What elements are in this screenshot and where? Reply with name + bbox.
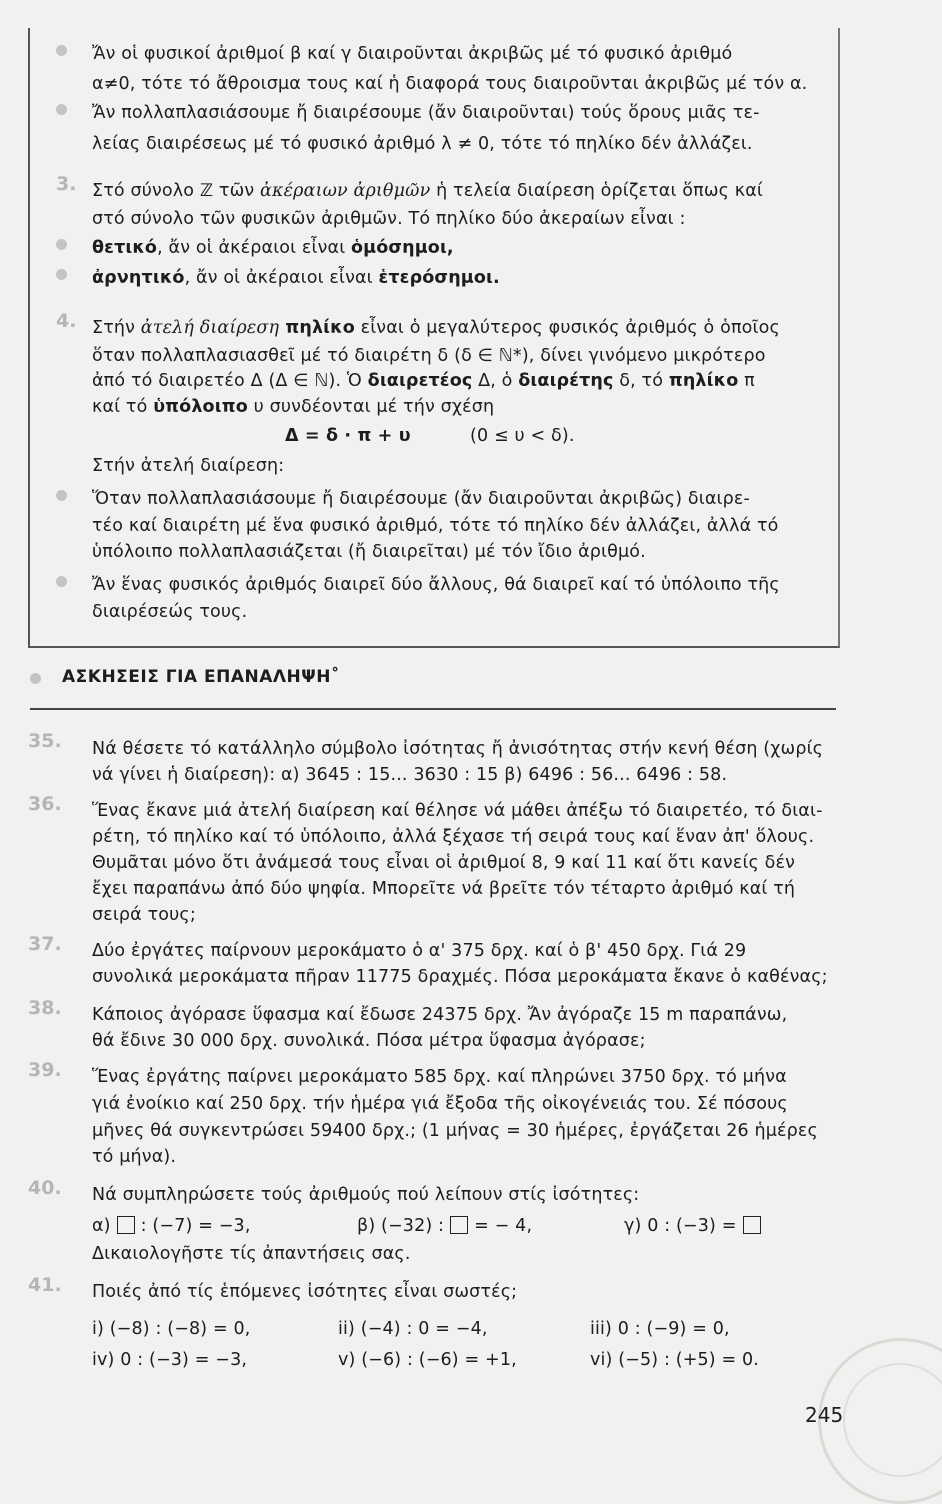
exercise-text-line: γιά ἐνοίκιο καί 250 δρχ. τήν ἡμέρα γιά ἔξοδα τῆς οἰκογένειάς του. Σέ πόσους	[92, 1094, 788, 1114]
exercise-text-line: θά ἔδινε 30 000 δρχ. συνολικά. Πόσα μέτρα ὕφασμα ἀγόρασε;	[92, 1031, 646, 1051]
box-text-line: Στό σύνολο ℤ τῶν ἀκέραιων ἀριθμῶν ἡ τελεία διαίρεση ὁρίζεται ὅπως καί	[92, 181, 763, 201]
formula-condition: (0 ≤ υ < δ).	[470, 426, 575, 446]
equation-b: β) (−32) : = − 4,	[357, 1216, 533, 1236]
box-text-line: ἀπό τό διαιρετέο Δ (Δ ∈ ℕ). Ὁ διαιρετέος Δ, ὁ διαιρέτης δ, τό πηλίκο π	[92, 371, 755, 391]
exercise-number: 37.	[28, 933, 62, 955]
equality-vi: vi) (−5) : (+5) = 0.	[590, 1350, 760, 1370]
box-text-line: στό σύνολο τῶν φυσικῶν ἀριθμῶν. Τό πηλίκο δύο ἀκεραίων εἶναι :	[92, 209, 686, 229]
exercise-text-line: Νά θέσετε τό κατάλληλο σύμβολο ἰσότητας ἤ ἀνισότητας στήν κενή θέση (χωρίς	[92, 739, 824, 759]
bullet-icon	[56, 104, 67, 115]
box-text-line: Στήν ἀτελή διαίρεση πηλίκο εἶναι ὁ μεγαλύτερος φυσικός ἀριθμός ὁ ὁποῖος	[92, 318, 780, 338]
box-text-line: ὑπόλοιπο πολλαπλασιάζεται (ἤ διαιρεῖται) μέ τόν ἴδιο ἀριθμό.	[92, 542, 646, 562]
heading-rule	[30, 708, 836, 710]
exercise-text-line: Ποιές ἀπό τίς ἑπόμενες ἰσότητες εἶναι σωστές;	[92, 1282, 518, 1302]
blank-box-icon	[743, 1216, 761, 1234]
exercise-number: 39.	[28, 1059, 62, 1081]
exercise-number: 36.	[28, 793, 62, 815]
equality-i: i) (−8) : (−8) = 0,	[92, 1319, 251, 1339]
exercise-text-line: μῆνες θά συγκεντρώσει 59400 δρχ.; (1 μήνας = 30 ἡμέρες, ἐργάζεται 26 ἡμέρες	[92, 1121, 818, 1141]
section-heading: ΑΣΚΗΣΕΙΣ ΓΙΑ ΕΠΑΝΑΛΗΨΗ˚	[62, 667, 340, 687]
exercise-text-line: ἔχει παραπάνω ἀπό δύο ψηφία. Μπορεῖτε νά βρεῖτε τόν τέταρτο ἀριθμό καί τή	[92, 879, 796, 899]
bullet-icon	[56, 490, 67, 501]
exercise-text-line: Ἕνας ἐργάτης παίρνει μεροκάματο 585 δρχ. καί πληρώνει 3750 δρχ. τό μήνα	[92, 1067, 787, 1087]
box-text-line: Ἄν ἕνας φυσικός ἀριθμός διαιρεῖ δύο ἄλλους, θά διαιρεῖ καί τό ὑπόλοιπο τῆς	[92, 575, 780, 595]
bullet-icon	[30, 673, 41, 684]
division-formula: Δ = δ · π + υ	[285, 426, 411, 446]
item-number: 3.	[56, 173, 77, 195]
blank-box-icon	[450, 1216, 468, 1234]
item-number: 4.	[56, 310, 77, 332]
exercise-text-line: ρέτη, τό πηλίκο καί τό ὑπόλοιπο, ἀλλά ξέχασε τή σειρά τους καί ἕναν ἀπ' ὅλους.	[92, 827, 815, 847]
box-text-line: λείας διαιρέσεως μέ τό φυσικό ἀριθμό λ ≠ 0, τότε τό πηλίκο δέν ἀλλάζει.	[92, 134, 753, 154]
box-text-line: τέο καί διαιρέτη μέ ἕνα φυσικό ἀριθμό, τότε τό πηλίκο δέν ἀλλάζει, ἀλλά τό	[92, 516, 779, 536]
exercise-number: 35.	[28, 730, 62, 752]
bullet-icon	[56, 576, 67, 587]
box-text-line: α≠0, τότε τό ἄθροισμα τους καί ἡ διαφορά τους διαιροῦνται ἀκριβῶς μέ τόν α.	[92, 74, 808, 94]
box-text-line: ὅταν πολλαπλασιασθεῖ μέ τό διαιρέτη δ (δ ∈ ℕ*), δίνει γινόμενο μικρότερο	[92, 346, 766, 366]
exercise-text-line: Κάποιος ἀγόρασε ὕφασμα καί ἔδωσε 24375 δρχ. Ἄν ἀγόραζε 15 m παραπάνω,	[92, 1005, 788, 1025]
box-text-line: καί τό ὑπόλοιπο υ συνδέονται μέ τήν σχέση	[92, 397, 495, 417]
box-text-line: ἀρνητικό, ἄν οἱ ἀκέραιοι εἶναι ἑτερόσημοι.	[92, 268, 500, 288]
exercise-text-line: νά γίνει ἡ διαίρεση): α) 3645 : 15... 3630 : 15 β) 6496 : 56... 6496 : 58.	[92, 765, 728, 785]
equality-v: v) (−6) : (−6) = +1,	[338, 1350, 517, 1370]
exercise-text-line: συνολικά μεροκάματα πῆραν 11775 δραχμές. Πόσα μεροκάματα ἔκανε ὁ καθένας;	[92, 967, 828, 987]
equality-ii: ii) (−4) : 0 = −4,	[338, 1319, 488, 1339]
page-number: 245	[805, 1403, 844, 1427]
exercise-text-line: τό μήνα).	[92, 1147, 177, 1167]
equation-a: α) : (−7) = −3,	[92, 1216, 251, 1236]
box-text-line: διαιρέσεώς τους.	[92, 602, 248, 622]
bullet-icon	[56, 239, 67, 250]
box-text-line: Ἄν οἱ φυσικοί ἀριθμοί β καί γ διαιροῦνται ἀκριβῶς μέ τό φυσικό ἀριθμό	[92, 44, 733, 64]
exercise-text-line: Δύο ἐργάτες παίρνουν μεροκάματο ὁ α' 375 δρχ. καί ὁ β' 450 δρχ. Γιά 29	[92, 941, 747, 961]
equality-iv: iv) 0 : (−3) = −3,	[92, 1350, 248, 1370]
exercise-text-line: Θυμᾶται μόνο ὅτι ἀνάμεσά τους εἶναι οἱ ἀριθμοί 8, 9 καί 11 καί ὅτι κανείς δέν	[92, 853, 796, 873]
exercise-number: 40.	[28, 1177, 62, 1199]
exercise-number: 38.	[28, 997, 62, 1019]
exercise-text-line: Νά συμπληρώσετε τούς ἀριθμούς πού λείπουν στίς ἰσότητες:	[92, 1185, 640, 1205]
box-text-line: Στήν ἀτελή διαίρεση:	[92, 456, 285, 476]
exercise-text-line: Δικαιολογῆστε τίς ἀπαντήσεις σας.	[92, 1244, 411, 1264]
equality-iii: iii) 0 : (−9) = 0,	[590, 1319, 730, 1339]
bullet-icon	[56, 269, 67, 280]
bullet-icon	[56, 45, 67, 56]
blank-box-icon	[117, 1216, 135, 1234]
box-text-line: Ἄν πολλαπλασιάσουμε ἤ διαιρέσουμε (ἄν διαιροῦνται) τούς ὅρους μιᾶς τε-	[92, 103, 760, 123]
exercise-text-line: Ἕνας ἔκανε μιά ἀτελή διαίρεση καί θέλησε νά μάθει ἀπέξω τό διαιρετέο, τό διαι-	[92, 801, 823, 821]
box-text-line: Ὅταν πολλαπλασιάσουμε ἤ διαιρέσουμε (ἄν διαιροῦνται ἀκριβῶς) διαιρε-	[92, 489, 750, 509]
exercise-text-line: σειρά τους;	[92, 905, 196, 925]
exercise-number: 41.	[28, 1274, 62, 1296]
box-text-line: θετικό, ἄν οἱ ἀκέραιοι εἶναι ὁμόσημοι,	[92, 238, 454, 258]
equation-c: γ) 0 : (−3) =	[624, 1215, 767, 1237]
